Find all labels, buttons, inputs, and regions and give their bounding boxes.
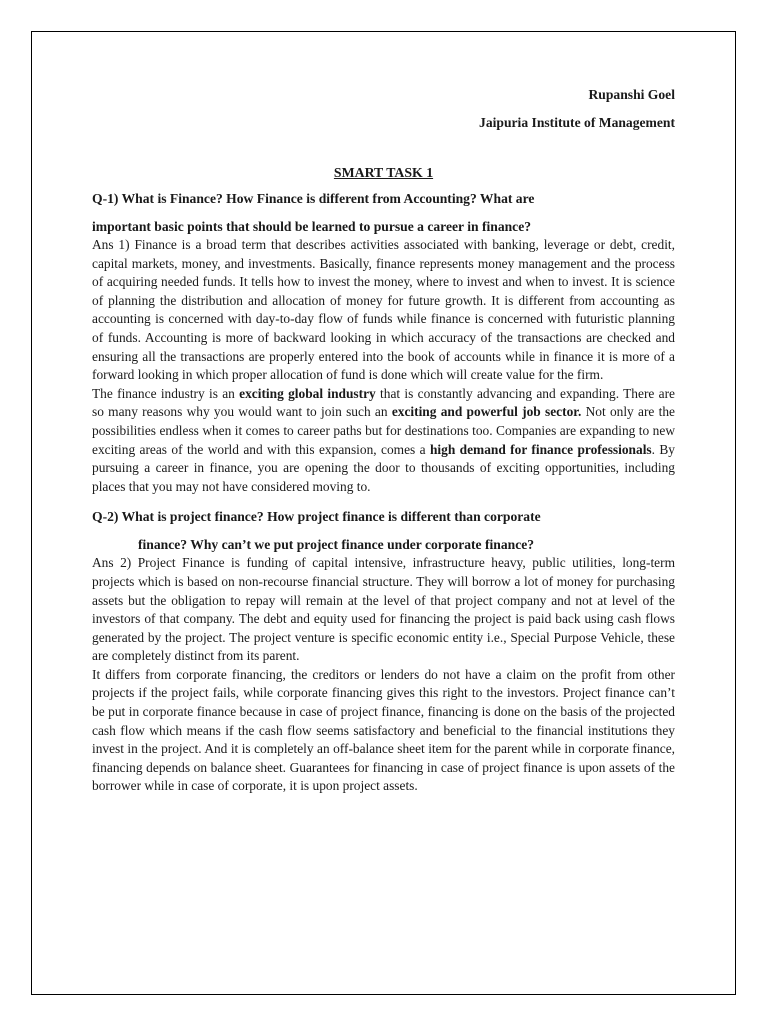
document-body: [92, 86, 675, 796]
answer-1-paragraph-2: [92, 385, 675, 497]
answer-1-bold-3: high demand for finance professionals: [429, 441, 652, 457]
question-1-line-2: important basic points that should be learned to pursue a career in finance?: [92, 219, 532, 234]
answer-1-bold-2: exciting and powerful job sector.: [391, 404, 582, 420]
institute-name: Jaipuria Institute of Management: [479, 115, 675, 130]
answer-1-text-2: that is constantly advancing and expanding. There are so many reasons why you would want to join such an: [92, 385, 675, 420]
answer-1-text-4: . By pursuing a career in finance, you are opening the door to thousands of exciting opportunities, including places that you may not have considered moving to.: [92, 441, 675, 494]
question-1-line-1: Q-1) What is Finance? How Finance is different from Accounting? What are: [92, 191, 535, 206]
document-title: SMART TASK 1: [333, 165, 434, 180]
author-name: Rupanshi Goel: [588, 87, 675, 102]
answer-1-text-1: The finance industry is an: [92, 385, 240, 401]
question-2-line-1: Q-2) What is project finance? How project finance is different than corporate: [92, 509, 541, 525]
answer-1-text-3: Not only are the possibilities endless when it comes to career paths but for destinations too. Companies are expanding to new exciting areas of the world and with this expansion, comes a: [92, 404, 675, 457]
question-2-line-2: finance? Why can’t we put project finance under corporate finance?: [138, 537, 535, 553]
answer-1-bold-1: exciting global industry: [239, 385, 376, 401]
answer-2-paragraph-2: It differs from corporate financing, the creditors or lenders do not have a claim on the profit from other projects if the project fails, while corporate financing gives this right to the investors. Project finance can’t be put in corporate finance because in case of project finance, financing is done on the basis of the projected cash flow which means if the cash flow seems satisfactory and beneficial to the financial institutions they invest in the project. And it is completely an off-balance sheet item for the parent while in corporate finance, financing depends on balance sheet. Guarantees for financing in case of project finance is upon assets of the borrower while in case of corporate, it is upon project assets.: [92, 666, 675, 794]
answer-1-paragraph-1: Ans 1) Finance is a broad term that describes activities associated with banking, leverage or debt, credit, capital markets, money, and investments. Basically, finance represents money management and the process of acquiring needed funds. It tells how to invest the money, where to invest and when to invest. It is science of planning the distribution and allocation of money for future growth. It is different from accounting as accounting is concerned with day-to-day flow of funds while finance is concerned with futuristic planning of funds. Accounting is more of backward looking in which accuracy of the transactions are checked and ensuring all the transactions are properly entered into the book of accounts while in finance it is more of a forward looking in which proper allocation of fund is done which will create value for the firm.: [92, 237, 675, 383]
answer-2-paragraph-1: Ans 2) Project Finance is funding of capital intensive, infrastructure heavy, public utilities, long-term projects which is based on non-recourse financial structure. They will borrow a lot of money for purchasing assets but the obligation to repay will remain at the level of that project company and not at level of the investors of that company. The debt and equity used for financing the project is paid back using cash flows generated by the project. The project venture is specific economic entity i.e., Special Purpose Vehicle, these are completely distinct from its parent.: [92, 555, 675, 664]
